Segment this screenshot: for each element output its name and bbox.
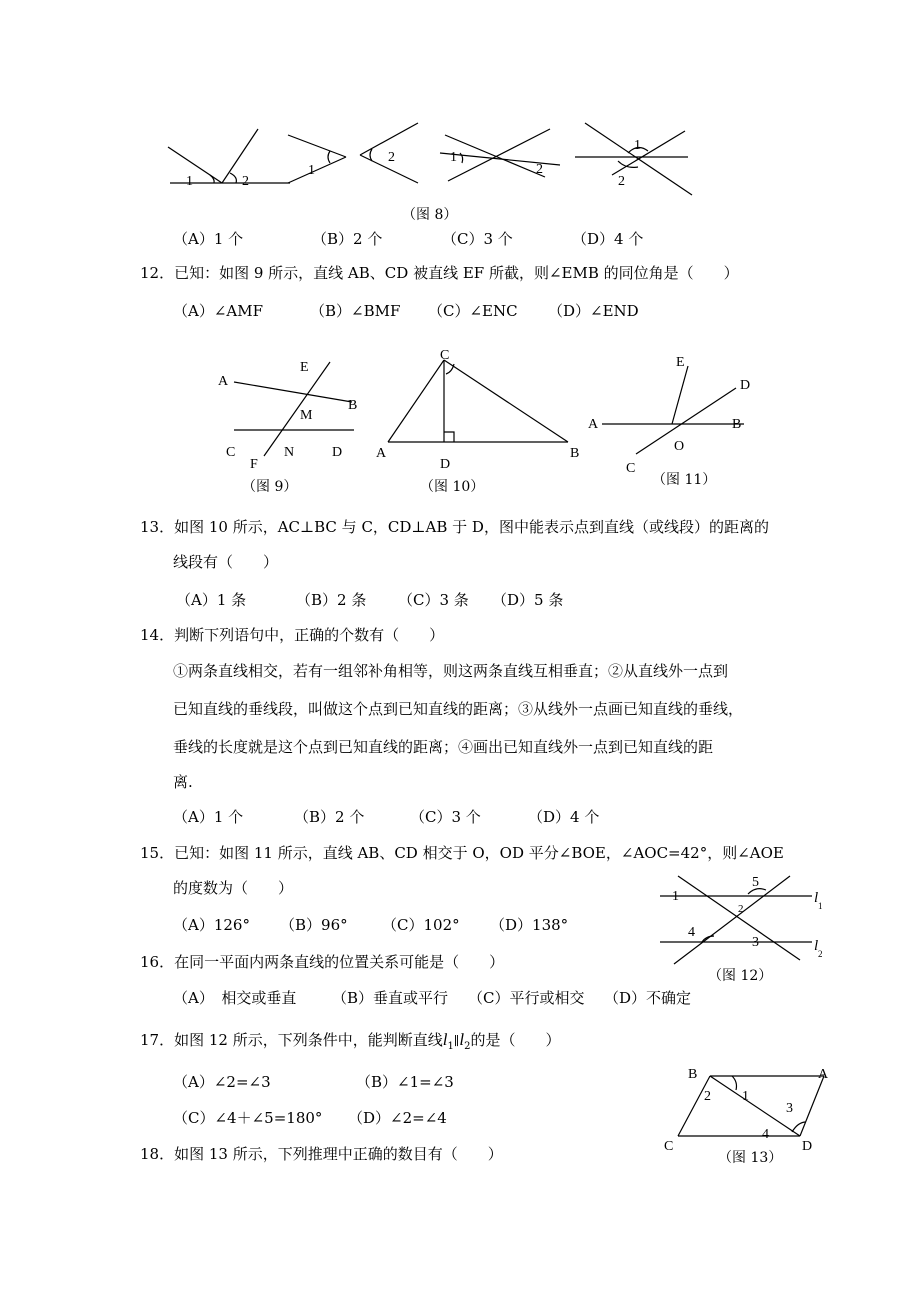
fig9-label: N xyxy=(284,445,295,460)
fig13-label: 3 xyxy=(786,1101,793,1116)
fig11-label: O xyxy=(674,439,685,454)
fig8-option-d: （D）4 个 xyxy=(572,230,644,248)
fig11-caption: （图 11） xyxy=(652,472,717,488)
fig13-label: 4 xyxy=(762,1127,769,1142)
q17-option-a: （A）∠2=∠3 xyxy=(173,1073,271,1091)
q17-option-c: （C）∠4＋∠5=180° xyxy=(173,1109,323,1127)
q17-sub2: 2 xyxy=(464,1041,471,1052)
figure-11 xyxy=(584,344,754,484)
fig8-label: 2 xyxy=(536,162,543,177)
q12-option-d: （D）∠END xyxy=(548,302,639,320)
fig8-label: 2 xyxy=(388,150,395,165)
q13-option-b: （B）2 条 xyxy=(296,591,367,609)
fig11-label: A xyxy=(588,417,599,432)
fig8-label: 1 xyxy=(450,150,457,165)
q17-l2: l xyxy=(459,1030,465,1049)
fig10-label: C xyxy=(440,348,450,363)
q14-option-b: （B）2 个 xyxy=(294,808,365,826)
fig10-caption: （图 10） xyxy=(420,479,485,495)
fig11-label: E xyxy=(676,355,685,370)
fig13-label: 2 xyxy=(704,1089,711,1104)
fig12-label: l xyxy=(814,938,819,954)
fig9-label: M xyxy=(300,408,313,423)
fig12-label: l xyxy=(814,890,819,906)
fig8-label: 1 xyxy=(186,174,193,189)
q14-line: ①两条直线相交，若有一组邻补角相等，则这两条直线互相垂直；②从直线外一点到 xyxy=(173,662,729,680)
fig8-label: 1 xyxy=(308,163,315,178)
fig13-caption: （图 13） xyxy=(718,1150,783,1166)
q18-text: 18．如图 13 所示，下列推理中正确的数目有（ ） xyxy=(140,1145,503,1163)
figure-13 xyxy=(658,1058,848,1158)
fig13-label: D xyxy=(802,1139,813,1154)
fig11-label: C xyxy=(626,461,636,476)
fig10-label: D xyxy=(440,457,451,472)
q14-option-c: （C）3 个 xyxy=(410,808,481,826)
q15-line1: 15．已知：如图 11 所示，直线 AB、CD 相交于 O，OD 平分∠BOE，∠AOC=42°，则∠AOE xyxy=(140,844,784,862)
q16-option-c: （C）平行或相交 xyxy=(468,989,585,1007)
q12-text: 12．已知：如图 9 所示，直线 AB、CD 被直线 EF 所截，则∠EMB 的同位角是（ ） xyxy=(140,264,739,282)
fig9-caption: （图 9） xyxy=(242,479,298,495)
fig8-label: 2 xyxy=(242,174,249,189)
q16-option-d: （D）不确定 xyxy=(604,989,692,1007)
q15-option-b: （B）96° xyxy=(280,916,348,934)
fig12-label: 1 xyxy=(672,889,679,904)
q13-option-d: （D）5 条 xyxy=(492,591,564,609)
fig9-label: D xyxy=(332,445,343,460)
q13-option-c: （C）3 条 xyxy=(398,591,469,609)
q14-option-d: （D）4 个 xyxy=(528,808,600,826)
fig12-caption: （图 12） xyxy=(708,968,773,984)
q15-option-d: （D）138° xyxy=(490,916,569,934)
fig12-label: 4 xyxy=(688,925,695,940)
q15-line2: 的度数为（ ） xyxy=(173,879,294,897)
fig13-label: A xyxy=(818,1067,829,1082)
q14-line: 垂线的长度就是这个点到已知直线的距离；④画出已知直线外一点到已知直线的距 xyxy=(173,738,714,756)
fig9-label: A xyxy=(218,374,229,389)
q14-line: 离. xyxy=(173,773,193,791)
q17-option-d: （D）∠2=∠4 xyxy=(348,1109,447,1127)
fig12-label: 2 xyxy=(738,903,744,915)
q12-option-b: （B）∠BMF xyxy=(310,302,401,320)
q14-option-a: （A）1 个 xyxy=(173,808,244,826)
fig13-label: B xyxy=(688,1067,698,1082)
fig8-option-b: （B）2 个 xyxy=(312,230,383,248)
q14-title: 14．判断下列语句中，正确的个数有（ ） xyxy=(140,626,445,644)
q17-post: 的是（ ） xyxy=(470,1031,561,1049)
q17-sub1: 1 xyxy=(447,1041,454,1052)
q13-line2: 线段有（ ） xyxy=(173,553,279,571)
fig8-option-a: （A）1 个 xyxy=(173,230,244,248)
fig13-label: 1 xyxy=(742,1089,749,1104)
fig8-option-c: （C）3 个 xyxy=(442,230,513,248)
fig10-label: A xyxy=(376,446,387,461)
fig13-label: C xyxy=(664,1139,674,1154)
fig9-label: C xyxy=(226,445,236,460)
q17-pre: 17．如图 12 所示，下列条件中，能判断直线 xyxy=(140,1031,443,1049)
figure-8 xyxy=(160,115,700,205)
fig8-label: 2 xyxy=(618,174,625,189)
q14-line: 已知直线的垂线段，叫做这个点到已知直线的距离；③从线外一点画已知直线的垂线， xyxy=(173,700,744,718)
figure-12 xyxy=(652,866,832,966)
q12-option-c: （C）∠ENC xyxy=(428,302,518,320)
q17-l1: l xyxy=(442,1030,448,1049)
q12-option-a: （A）∠AMF xyxy=(173,302,264,320)
fig10-label: B xyxy=(570,446,580,461)
q17-option-b: （B）∠1=∠3 xyxy=(356,1073,454,1091)
fig11-label: B xyxy=(732,417,742,432)
q15-option-c: （C）102° xyxy=(382,916,460,934)
fig12-label: 1 xyxy=(818,901,823,911)
fig12-label: 5 xyxy=(752,875,759,890)
q13-line1: 13．如图 10 所示，AC⊥BC 与 C，CD⊥AB 于 D，图中能表示点到直线（或线段）的距离的 xyxy=(140,518,769,536)
fig12-label: 2 xyxy=(818,949,823,959)
fig8-label: 1 xyxy=(634,138,641,153)
q16-option-a: （A） 相交或垂直 xyxy=(173,989,297,1007)
figure-10 xyxy=(370,344,590,474)
fig11-label: D xyxy=(740,378,751,393)
fig12-label: 3 xyxy=(752,935,759,950)
q16-option-b: （B）垂直或平行 xyxy=(332,989,449,1007)
fig9-label: B xyxy=(348,398,358,413)
q15-option-a: （A）126° xyxy=(173,916,250,934)
q13-option-a: （A）1 条 xyxy=(176,591,247,609)
q16-text: 16．在同一平面内两条直线的位置关系可能是（ ） xyxy=(140,953,505,971)
q17-text xyxy=(140,1030,561,1057)
fig9-label: F xyxy=(250,457,258,472)
fig9-label: E xyxy=(300,360,309,375)
q17-parallel: ∥ xyxy=(453,1034,460,1048)
fig8-caption: （图 8） xyxy=(402,207,458,223)
